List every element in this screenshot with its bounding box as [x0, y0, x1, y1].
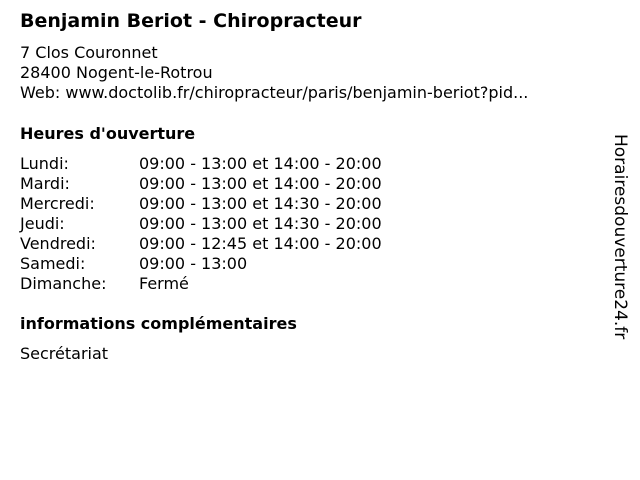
street-address: 7 Clos Couronnet	[20, 43, 158, 62]
day-label: Samedi:	[20, 254, 86, 273]
site-watermark: Horairesdouverture24.fr	[610, 134, 630, 340]
additional-info-text: Secrétariat	[20, 344, 109, 363]
website-link[interactable]: Web: www.doctolib.fr/chiropracteur/paris/benjamin-beriot?pid...	[20, 83, 529, 102]
city-address: 28400 Nogent-le-Rotrou	[20, 63, 213, 82]
address-block	[20, 43, 528, 103]
day-label: Jeudi:	[20, 214, 65, 233]
opening-hours-heading: Heures d'ouverture	[20, 124, 196, 143]
time-range: 09:00 - 12:45 et 14:00 - 20:00	[139, 234, 382, 253]
time-range: Fermé	[139, 274, 189, 293]
time-range: 09:00 - 13:00 et 14:00 - 20:00	[139, 174, 382, 193]
additional-info-heading: informations complémentaires	[20, 314, 297, 333]
day-label: Dimanche:	[20, 274, 107, 293]
day-label: Mercredi:	[20, 194, 95, 213]
time-range: 09:00 - 13:00	[139, 254, 248, 273]
time-range: 09:00 - 13:00 et 14:30 - 20:00	[139, 214, 382, 233]
day-label: Lundi:	[20, 154, 69, 173]
business-name: Benjamin Beriot - Chiropracteur	[20, 10, 362, 32]
time-range: 09:00 - 13:00 et 14:30 - 20:00	[139, 194, 382, 213]
day-label: Mardi:	[20, 174, 70, 193]
time-range: 09:00 - 13:00 et 14:00 - 20:00	[139, 154, 382, 173]
day-label: Vendredi:	[20, 234, 96, 253]
